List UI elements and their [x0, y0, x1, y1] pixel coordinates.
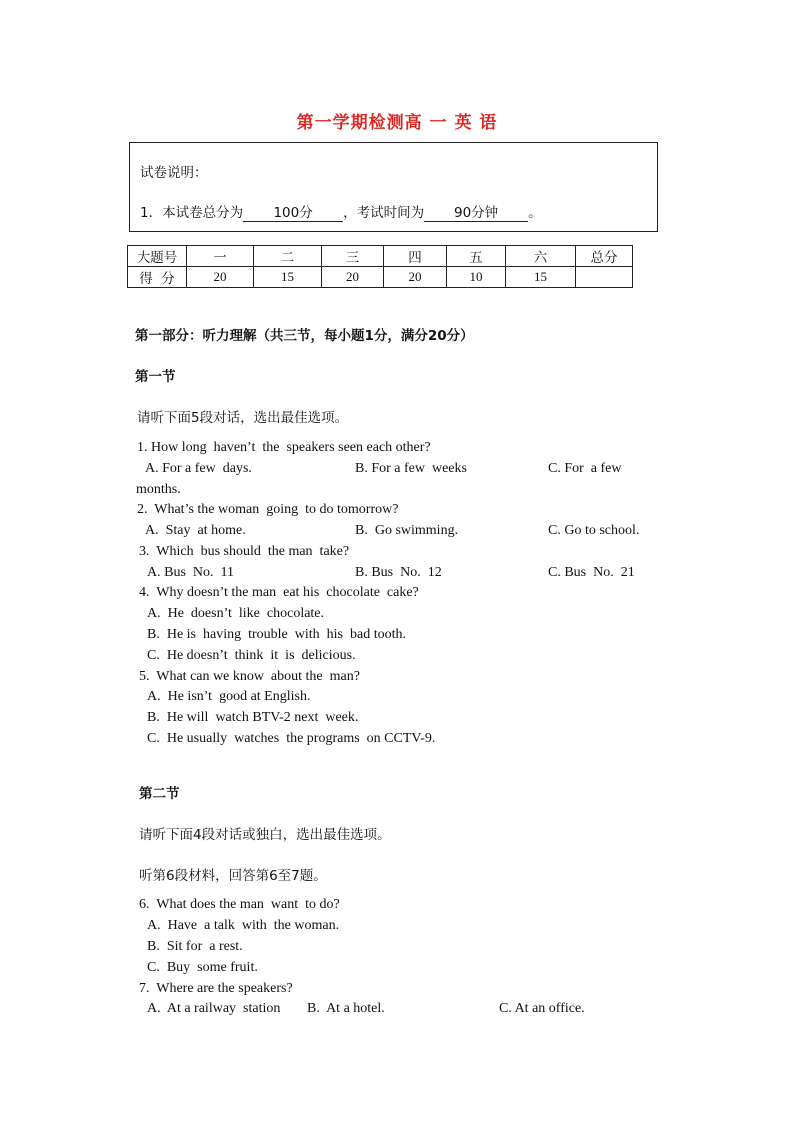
question-4: 4. Why doesn’t the man eat his chocolate cake? [139, 585, 419, 600]
q2-option-a: A. Stay at home. [145, 523, 246, 538]
q2-option-c: C. Go to school. [548, 523, 640, 538]
section2-sub-instruction: 听第6段材料，回答第6至7题。 [139, 868, 327, 884]
score-row-label: 得 分 [128, 267, 187, 288]
question-1: 1. How long haven’t the speakers seen each other? [137, 440, 431, 455]
q3-option-b: B. Bus No. 12 [355, 565, 442, 580]
q1-option-a: A. For a few days. [145, 461, 252, 476]
q7-option-c: C. At an office. [499, 1001, 585, 1016]
q1-option-b: B. For a few weeks [355, 461, 467, 476]
question-5: 5. What can we know about the man? [139, 669, 360, 684]
score-header-cell: 总分 [576, 246, 633, 267]
q3-option-c: C. Bus No. 21 [548, 565, 635, 580]
score-cell: 10 [447, 267, 506, 288]
section1-instruction: 请听下面5段对话，选出最佳选项。 [137, 410, 349, 426]
instructions-mid: ，考试时间为 [343, 205, 425, 221]
q5-option-b: B. He will watch BTV-2 next week. [147, 710, 359, 725]
section2-heading: 第二节 [139, 786, 180, 802]
score-header-cell: 六 [506, 246, 576, 267]
q3-option-a: A. Bus No. 11 [147, 565, 234, 580]
score-cell: 20 [187, 267, 254, 288]
score-cell: 20 [322, 267, 384, 288]
duration-value: 90分钟 [424, 201, 528, 222]
score-cell: 20 [384, 267, 447, 288]
q1-option-c: C. For a few [548, 461, 622, 476]
q5-option-a: A. He isn’t good at English. [147, 689, 311, 704]
q6-option-a: A. Have a talk with the woman. [147, 918, 340, 933]
instructions-heading: 试卷说明： [140, 165, 208, 181]
score-header-cell: 三 [322, 246, 384, 267]
score-header-cell: 二 [254, 246, 322, 267]
q4-option-b: B. He is having trouble with his bad tooth. [147, 627, 406, 642]
score-header-cell: 四 [384, 246, 447, 267]
question-6: 6. What does the man want to do? [139, 897, 340, 912]
score-table-value-row [128, 267, 633, 288]
q6-option-b: B. Sit for a rest. [147, 939, 243, 954]
score-header-cell: 大题号 [128, 246, 187, 267]
question-2: 2. What’s the woman going to do tomorrow? [137, 502, 399, 517]
total-score-value: 100分 [243, 201, 343, 222]
score-header-cell: 五 [447, 246, 506, 267]
score-cell [576, 267, 633, 288]
q2-option-b: B. Go swimming. [355, 523, 459, 538]
page-title: 第一学期检测高 一 英 语 [296, 113, 498, 133]
section1-heading: 第一节 [135, 369, 176, 385]
q7-option-a: A. At a railway station [147, 1001, 281, 1016]
question-3: 3. Which bus should the man take? [139, 544, 350, 559]
q4-option-a: A. He doesn’t like chocolate. [147, 606, 325, 621]
score-header-cell: 一 [187, 246, 254, 267]
part1-heading: 第一部分：听力理解（共三节，每小题1分，满分20分） [135, 328, 474, 344]
instructions-line-1 [140, 201, 542, 222]
score-table [127, 245, 633, 288]
score-cell: 15 [254, 267, 322, 288]
q4-option-c: C. He doesn’t think it is delicious. [147, 648, 356, 663]
question-7: 7. Where are the speakers? [139, 981, 293, 996]
q6-option-c: C. Buy some fruit. [147, 960, 258, 975]
q1-option-c-continued: months. [136, 482, 181, 497]
instructions-end: 。 [528, 205, 542, 221]
score-table-header-row [128, 246, 633, 267]
q7-option-b: B. At a hotel. [307, 1001, 385, 1016]
score-cell: 15 [506, 267, 576, 288]
exam-instructions-box [129, 142, 658, 232]
section2-instruction: 请听下面4段对话或独白，选出最佳选项。 [139, 827, 391, 843]
instructions-prefix: 1．本试卷总分为 [140, 205, 244, 221]
q5-option-c: C. He usually watches the programs on CCTV-9. [147, 731, 436, 746]
